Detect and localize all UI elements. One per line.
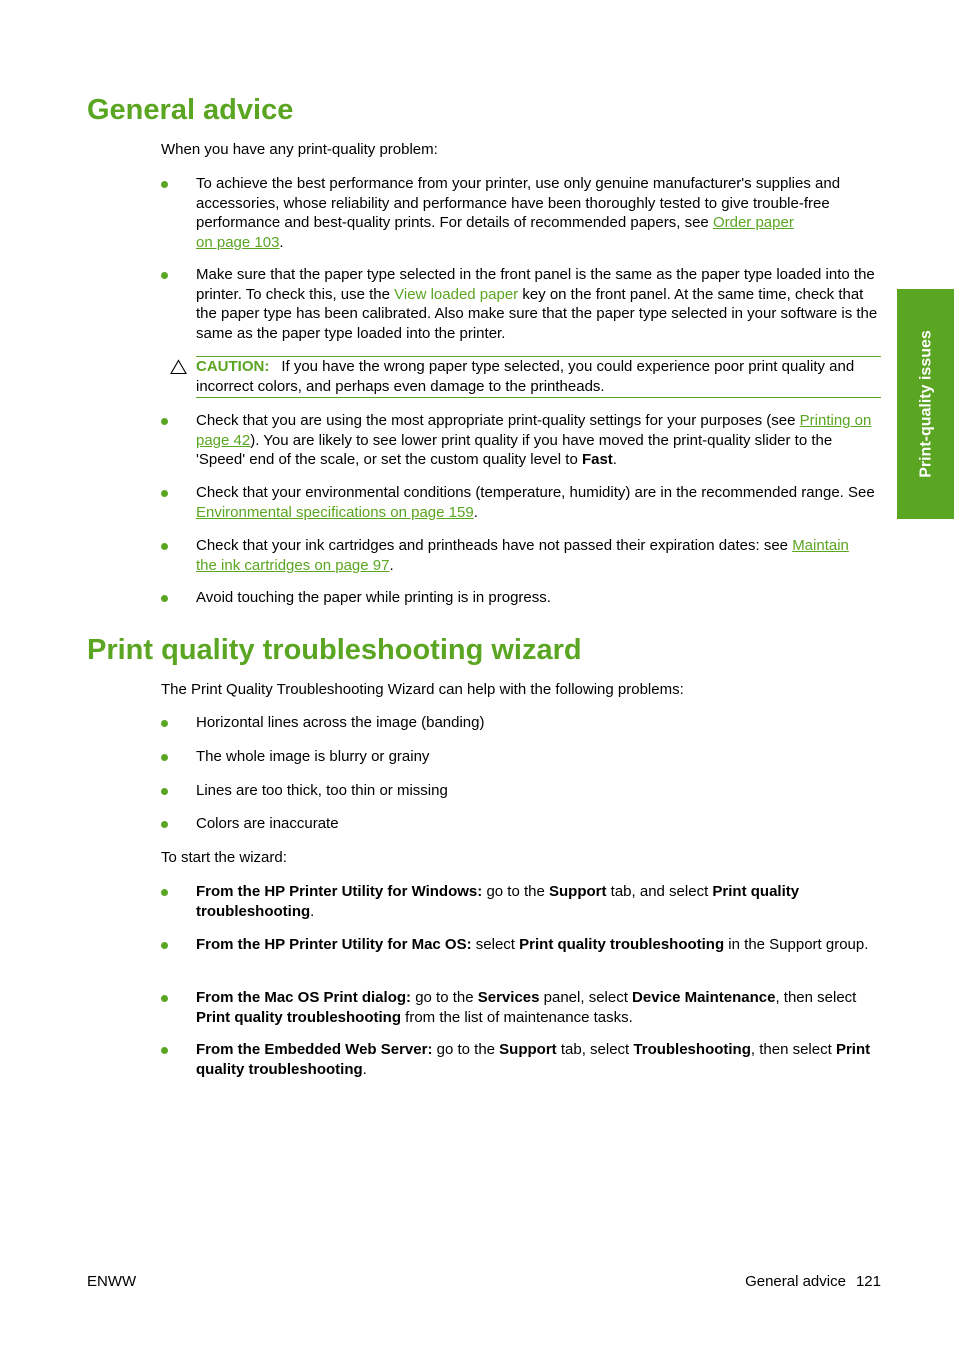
footer-right bbox=[745, 1272, 881, 1292]
item-text: . bbox=[310, 902, 315, 920]
item-bold: Print quality troubleshooting bbox=[196, 1041, 871, 1078]
item-text: key on the front panel. At the same time, check that the paper type has been calibrated. Also make sure that the paper type selected in your software is the same as the paper type loaded into the printer. bbox=[196, 285, 878, 342]
order-paper-link-page[interactable]: on page 103 bbox=[196, 233, 280, 251]
intro-text: When you have any print-quality problem: bbox=[161, 141, 438, 158]
bullet-icon bbox=[161, 1047, 168, 1054]
item-text: Check that you are using the most appropriate print-quality settings for your purposes (see bbox=[196, 412, 800, 429]
item-bold: Support bbox=[549, 883, 607, 900]
order-paper-link[interactable]: Order paper bbox=[712, 214, 794, 231]
bullet-icon bbox=[161, 595, 168, 602]
maintain-cartridges-link[interactable]: Maintain bbox=[792, 537, 849, 554]
list-item bbox=[161, 882, 883, 921]
caution-note bbox=[196, 356, 881, 398]
list-item bbox=[161, 265, 883, 343]
item-text: go to the bbox=[432, 1041, 500, 1058]
list-item bbox=[161, 174, 883, 252]
item-bold: From the Mac OS Print dialog: bbox=[196, 989, 412, 1006]
item-bold: Device Maintenance bbox=[632, 989, 776, 1006]
list-item bbox=[161, 935, 883, 955]
caution-text: If you have the wrong paper type selected, you could experience poor print quality and incorrect colors, and perhaps even damage to the printheads. bbox=[196, 358, 855, 395]
item-text: from the list of maintenance tasks. bbox=[401, 1008, 633, 1026]
item-text: , then select bbox=[775, 989, 857, 1006]
item-text: . bbox=[362, 1060, 367, 1078]
item-bold: From the HP Printer Utility for Windows: bbox=[196, 883, 483, 900]
bullet-icon bbox=[161, 942, 168, 949]
wizard-intro-text: The Print Quality Troubleshooting Wizard can help with the following problems: bbox=[161, 681, 684, 698]
bullet-icon bbox=[161, 995, 168, 1002]
item-text: select bbox=[471, 936, 520, 953]
section-title-general-advice: General advice bbox=[87, 94, 294, 126]
item-text: panel, select bbox=[539, 989, 633, 1006]
item-text: . bbox=[612, 451, 617, 468]
item-text: , then select bbox=[750, 1041, 836, 1058]
item-text: Check that your environmental conditions (temperature, humidity) are in the recommended range. See bbox=[196, 484, 875, 501]
printing-link[interactable]: Printing on page 42 bbox=[196, 412, 872, 449]
chapter-side-tab bbox=[897, 289, 954, 519]
item-text: go to the bbox=[482, 883, 549, 900]
list-item bbox=[161, 588, 883, 608]
fast-label: Fast bbox=[581, 451, 613, 468]
section-title-wizard: Print quality troubleshooting wizard bbox=[87, 634, 582, 666]
bullet-icon bbox=[161, 543, 168, 550]
item-text: To achieve the best performance from your printer, use only genuine manufacturer's supplies and accessories, whose reliability and performance have been thoroughly tested to give trouble-free performance and best-quality prints. For details of recommended papers, see bbox=[196, 175, 841, 231]
bullet-icon bbox=[161, 889, 168, 896]
list-item bbox=[161, 411, 883, 470]
item-bold: Support bbox=[499, 1041, 557, 1058]
problem-text: Colors are inaccurate bbox=[196, 815, 339, 832]
item-bold: Services bbox=[477, 989, 540, 1006]
item-text: go to the bbox=[411, 989, 478, 1006]
bullet-icon bbox=[161, 418, 168, 425]
item-text: Check that your ink cartridges and printheads have not passed their expiration dates: see bbox=[196, 537, 793, 554]
item-text: . bbox=[389, 556, 394, 574]
list-item bbox=[161, 781, 883, 801]
list-item bbox=[161, 1040, 883, 1079]
list-item bbox=[161, 747, 883, 767]
bullet-icon bbox=[161, 181, 168, 188]
view-loaded-paper-link[interactable]: View loaded paper bbox=[394, 285, 519, 303]
item-bold: Troubleshooting bbox=[633, 1041, 751, 1058]
item-text: . bbox=[473, 503, 478, 521]
maintain-cartridges-link-page[interactable]: the ink cartridges on page 97 bbox=[196, 556, 390, 574]
item-bold: From the HP Printer Utility for Mac OS: bbox=[196, 936, 472, 953]
list-item bbox=[161, 713, 883, 733]
footer-section: General advice bbox=[745, 1273, 846, 1290]
environmental-specs-link[interactable]: Environmental specifications on page 159 bbox=[196, 503, 474, 521]
item-bold: Print quality troubleshooting bbox=[196, 1008, 401, 1026]
list-item bbox=[161, 483, 883, 522]
list-item bbox=[161, 988, 883, 1027]
item-text: tab, select bbox=[556, 1041, 634, 1058]
item-bold: From the Embedded Web Server: bbox=[196, 1041, 433, 1058]
bullet-icon bbox=[161, 490, 168, 497]
page-number: 121 bbox=[855, 1273, 881, 1290]
chapter-tab-label: Print-quality issues bbox=[916, 330, 934, 478]
bullet-icon bbox=[161, 788, 168, 795]
item-text: Avoid touching the paper while printing is in progress. bbox=[196, 589, 551, 606]
item-text: in the Support group. bbox=[724, 936, 869, 953]
bullet-icon bbox=[161, 821, 168, 828]
problem-text: The whole image is blurry or grainy bbox=[196, 748, 430, 765]
item-bold: Print quality troubleshooting bbox=[196, 883, 800, 920]
list-item bbox=[161, 536, 883, 575]
warning-triangle-icon bbox=[170, 359, 187, 375]
bullet-icon bbox=[161, 720, 168, 727]
start-wizard-text: To start the wizard: bbox=[161, 849, 287, 866]
item-text: ). You are likely to see lower print quality if you have moved the print-quality slider to the 'Speed' end of the scale, or set the custom quality level to bbox=[196, 431, 833, 468]
problem-text: Horizontal lines across the image (banding) bbox=[196, 714, 485, 731]
item-text: tab, and select bbox=[606, 883, 713, 900]
bullet-icon bbox=[161, 754, 168, 761]
problem-text: Lines are too thick, too thin or missing bbox=[196, 782, 448, 799]
item-text: . bbox=[279, 233, 284, 251]
caution-label: CAUTION: bbox=[196, 358, 270, 375]
item-bold: Print quality troubleshooting bbox=[519, 936, 725, 953]
bullet-icon bbox=[161, 272, 168, 279]
list-item bbox=[161, 814, 883, 834]
item-text: Make sure that the paper type selected in the front panel is the same as the paper type loaded into the printer. To check this, use the bbox=[196, 266, 875, 303]
footer-left: ENWW bbox=[87, 1273, 137, 1290]
